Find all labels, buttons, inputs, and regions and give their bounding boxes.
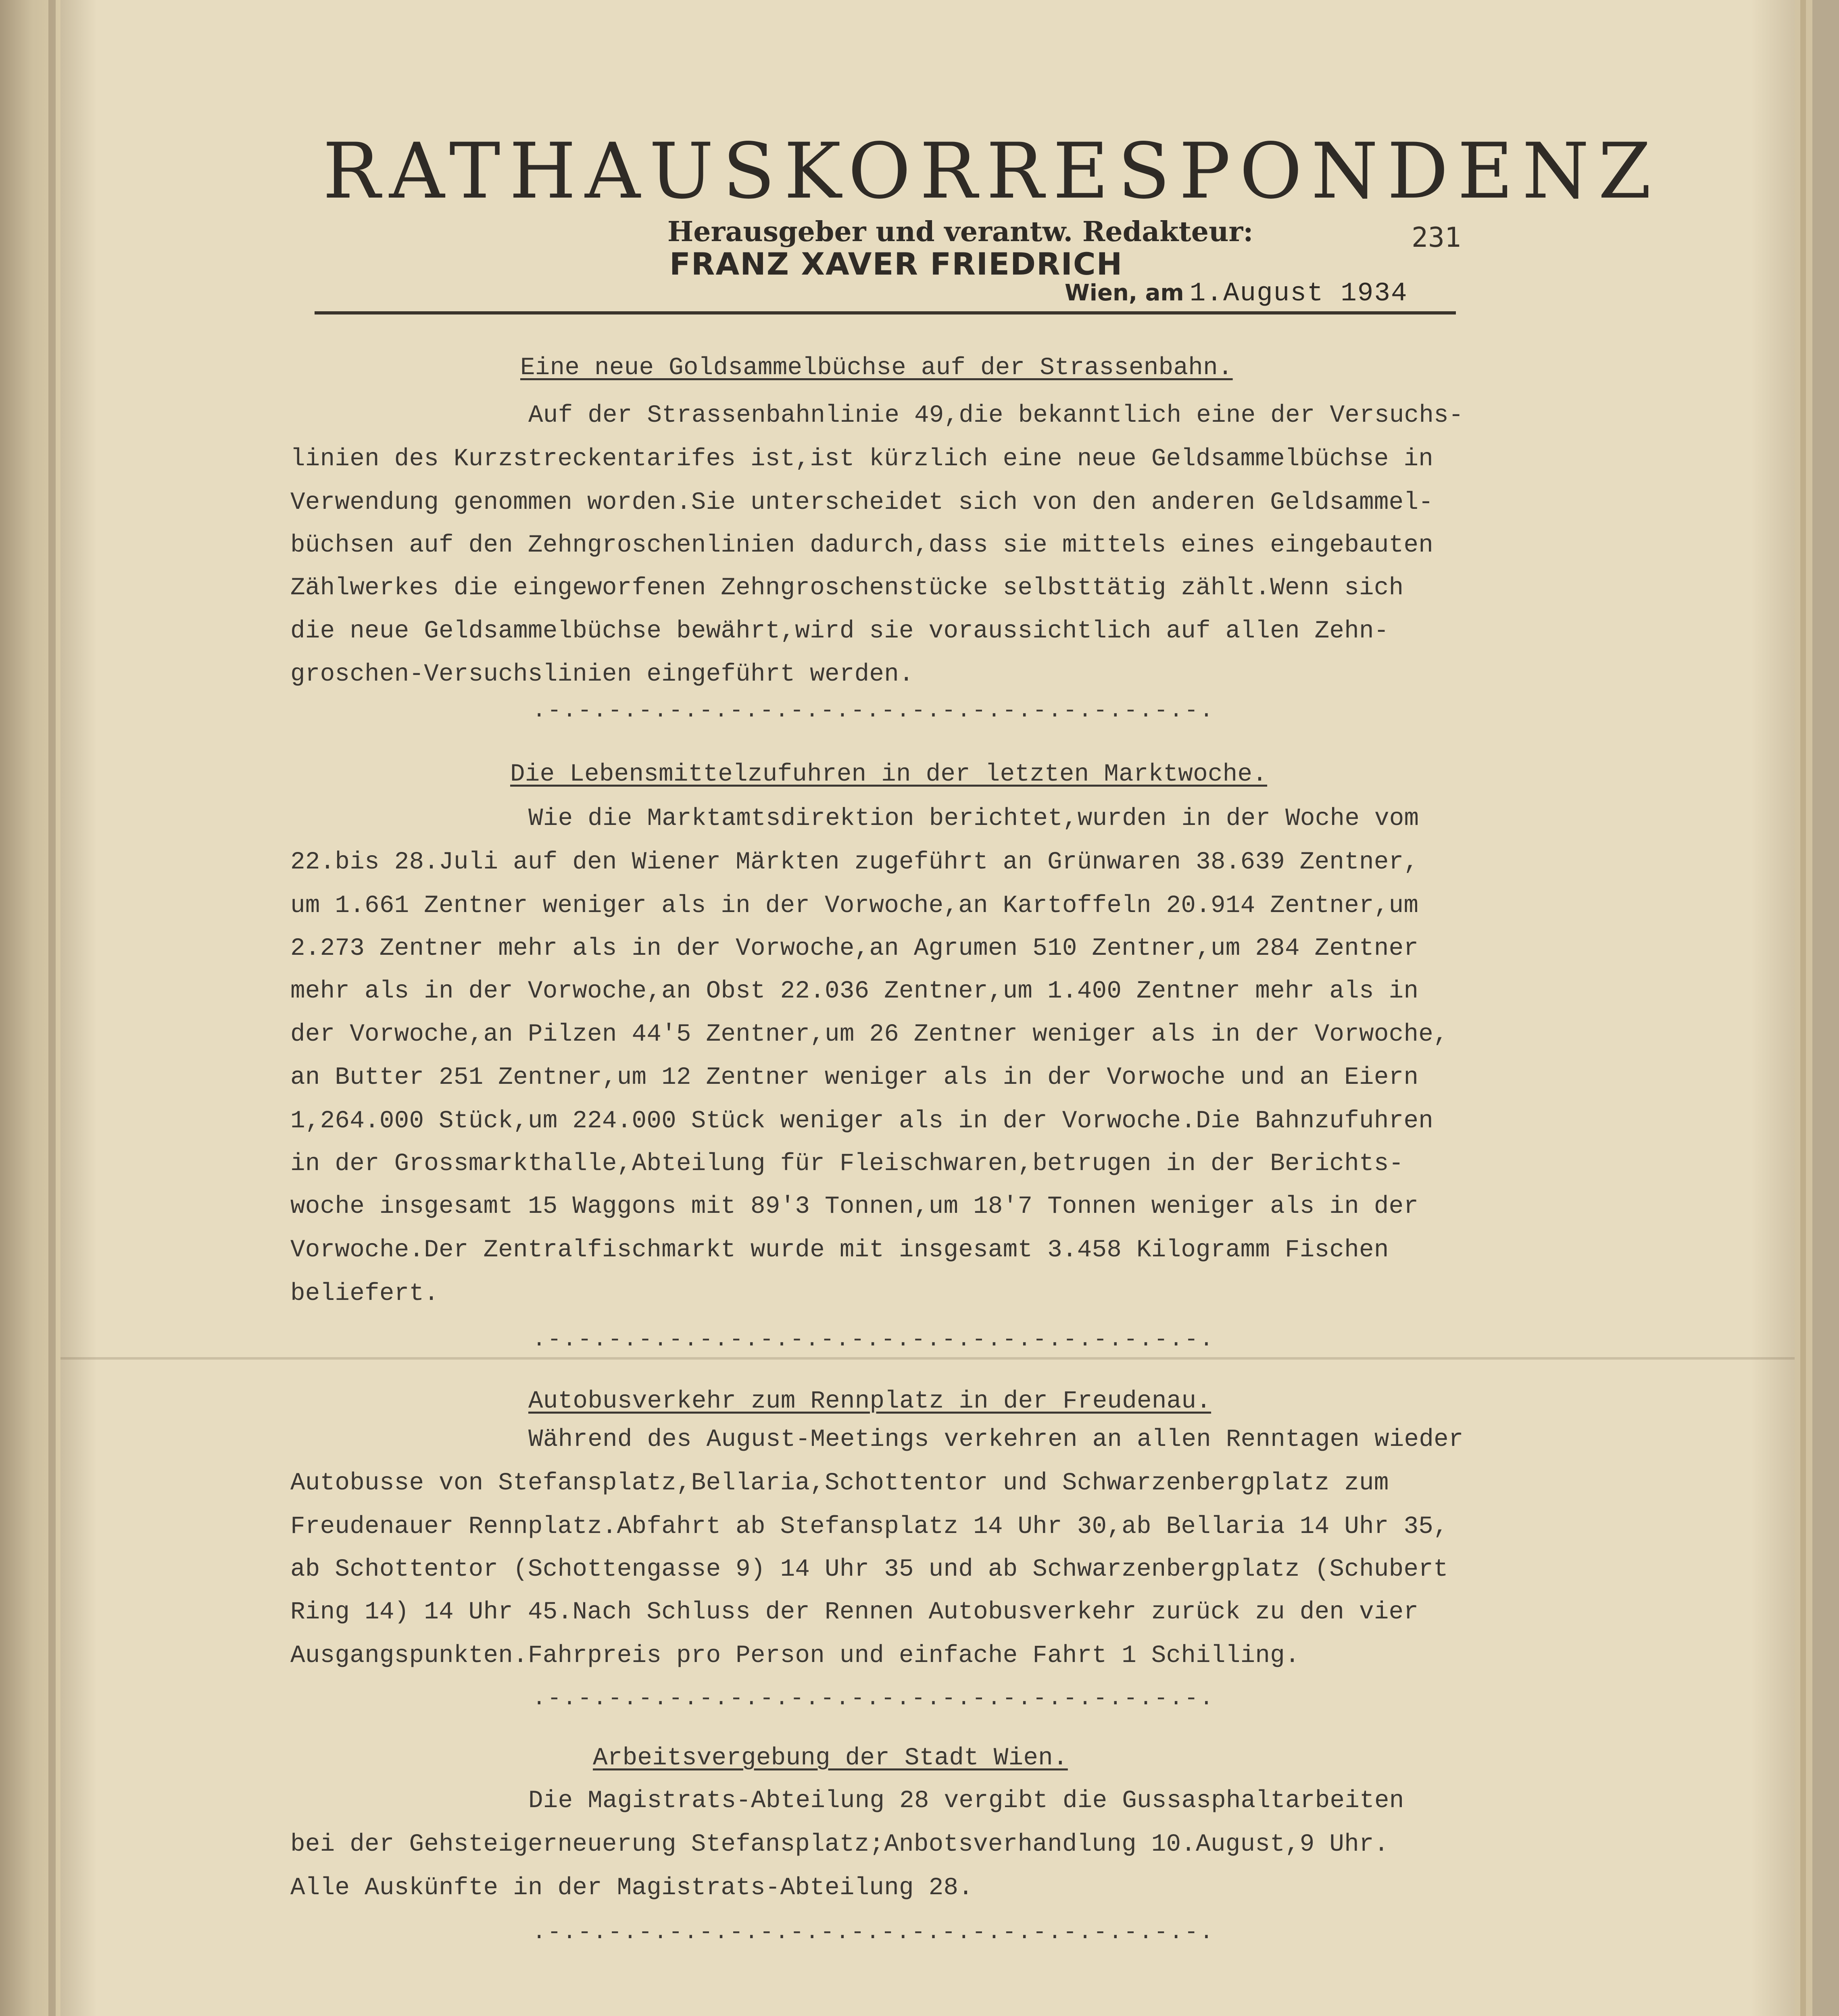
article-line: Vorwoche.Der Zentralfischmarkt wurde mit insgesamt 3.458 Kilogramm Fischen [290, 1236, 1389, 1264]
dateline [1065, 278, 1408, 308]
article-line: Autobusse von Stefansplatz,Bellaria,Schottentor und Schwarzenbergplatz zum [290, 1469, 1389, 1497]
book-spine [48, 0, 56, 2016]
masthead-title: RATHAUSKORRESPONDENZ [323, 127, 1660, 216]
page-fold [60, 1357, 1795, 1360]
header-rule [315, 311, 1456, 314]
article-heading: Arbeitsvergebung der Stadt Wien. [593, 1744, 1068, 1772]
editor-name: FRANZ XAVER FRIEDRICH [669, 246, 1123, 282]
article-line: Ausgangspunkten.Fahrpreis pro Person und einfache Fahrt 1 Schilling. [290, 1642, 1300, 1670]
article-line: groschen-Versuchslinien eingeführt werden. [290, 660, 914, 688]
article-line: linien des Kurzstreckentarifes ist,ist kürzlich eine neue Geldsammelbüchse in [290, 445, 1434, 473]
article-line: woche insgesamt 15 Waggons mit 89'3 Tonnen,um 18'7 Tonnen weniger als in der [290, 1193, 1419, 1220]
article-line: büchsen auf den Zehngroschenlinien dadurch,dass sie mittels eines eingebauten [290, 531, 1434, 559]
article-line: Ring 14) 14 Uhr 45.Nach Schluss der Rennen Autobusverkehr zurück zu den vier [290, 1598, 1419, 1626]
issue-date: 1.August 1934 [1189, 278, 1408, 308]
article-line: ab Schottentor (Schottengasse 9) 14 Uhr 35 und ab Schwarzenbergplatz (Schubert [290, 1556, 1448, 1583]
document-page [60, 0, 1795, 2016]
article-line: Zählwerkes die eingeworfenen Zehngroschenstücke selbsttätig zählt.Wenn sich [290, 574, 1404, 602]
article-line: 22.bis 28.Juli auf den Wiener Märkten zugeführt an Grünwaren 38.639 Zentner, [290, 848, 1419, 876]
article-line: Wie die Marktamtsdirektion berichtet,wurden in der Woche vom [528, 805, 1419, 833]
article-line: mehr als in der Vorwoche,an Obst 22.036 Zentner,um 1.400 Zentner mehr als in [290, 977, 1419, 1005]
article-line: die neue Geldsammelbüchse bewährt,wird sie voraussichtlich auf allen Zehn- [290, 617, 1389, 645]
publisher-line: Herausgeber und verantw. Redakteur: [667, 216, 1253, 248]
article-line: Die Magistrats-Abteilung 28 vergibt die Gussasphaltarbeiten [528, 1787, 1404, 1815]
place-prefix: Wien, am [1065, 280, 1184, 306]
article-line: an Butter 251 Zentner,um 12 Zentner weniger als in der Vorwoche und an Eiern [290, 1064, 1419, 1091]
section-separator: .-.-.-.-.-.-.-.-.-.-.-.-.-.-.-.-.-.-.-.-.-.-. [532, 1327, 1215, 1352]
article-heading: Eine neue Goldsammelbüchse auf der Strassenbahn. [520, 354, 1233, 382]
section-separator: .-.-.-.-.-.-.-.-.-.-.-.-.-.-.-.-.-.-.-.-.-.-. [532, 698, 1215, 723]
section-separator: .-.-.-.-.-.-.-.-.-.-.-.-.-.-.-.-.-.-.-.-.-.-. [532, 1685, 1215, 1711]
article-heading: Autobusverkehr zum Rennplatz in der Freudenau. [528, 1387, 1211, 1415]
article-line: Freudenauer Rennplatz.Abfahrt ab Stefansplatz 14 Uhr 30,ab Bellaria 14 Uhr 35, [290, 1513, 1448, 1541]
article-line: Verwendung genommen worden.Sie unterscheidet sich von den anderen Geldsammel- [290, 489, 1434, 516]
page-number: 231 [1412, 222, 1461, 254]
page-edge-shadow [1750, 0, 1795, 2016]
article-heading: Die Lebensmittelzufuhren in der letzten Marktwoche. [510, 760, 1268, 788]
article-line: 1,264.000 Stück,um 224.000 Stück weniger als in der Vorwoche.Die Bahnzufuhren [290, 1107, 1434, 1135]
article-line: 2.273 Zentner mehr als in der Vorwoche,an Agrumen 510 Zentner,um 284 Zentner [290, 935, 1419, 962]
article-line: der Vorwoche,an Pilzen 44'5 Zentner,um 26 Zentner weniger als in der Vorwoche, [290, 1020, 1448, 1048]
article-line: in der Grossmarkthalle,Abteilung für Fleischwaren,betrugen in der Berichts- [290, 1150, 1404, 1178]
article-line: beliefert. [290, 1280, 439, 1308]
article-line: Während des August-Meetings verkehren an allen Renntagen wieder [528, 1426, 1464, 1454]
section-separator: .-.-.-.-.-.-.-.-.-.-.-.-.-.-.-.-.-.-.-.-.-.-. [532, 1919, 1215, 1945]
article-line: bei der Gehsteigerneuerung Stefansplatz;Anbotsverhandlung 10.August,9 Uhr. [290, 1831, 1389, 1858]
article-line: um 1.661 Zentner weniger als in der Vorwoche,an Kartoffeln 20.914 Zentner,um [290, 892, 1419, 920]
article-line: Alle Auskünfte in der Magistrats-Abteilung 28. [290, 1874, 974, 1902]
article-line: Auf der Strassenbahnlinie 49,die bekanntlich eine der Versuchs- [528, 402, 1464, 429]
